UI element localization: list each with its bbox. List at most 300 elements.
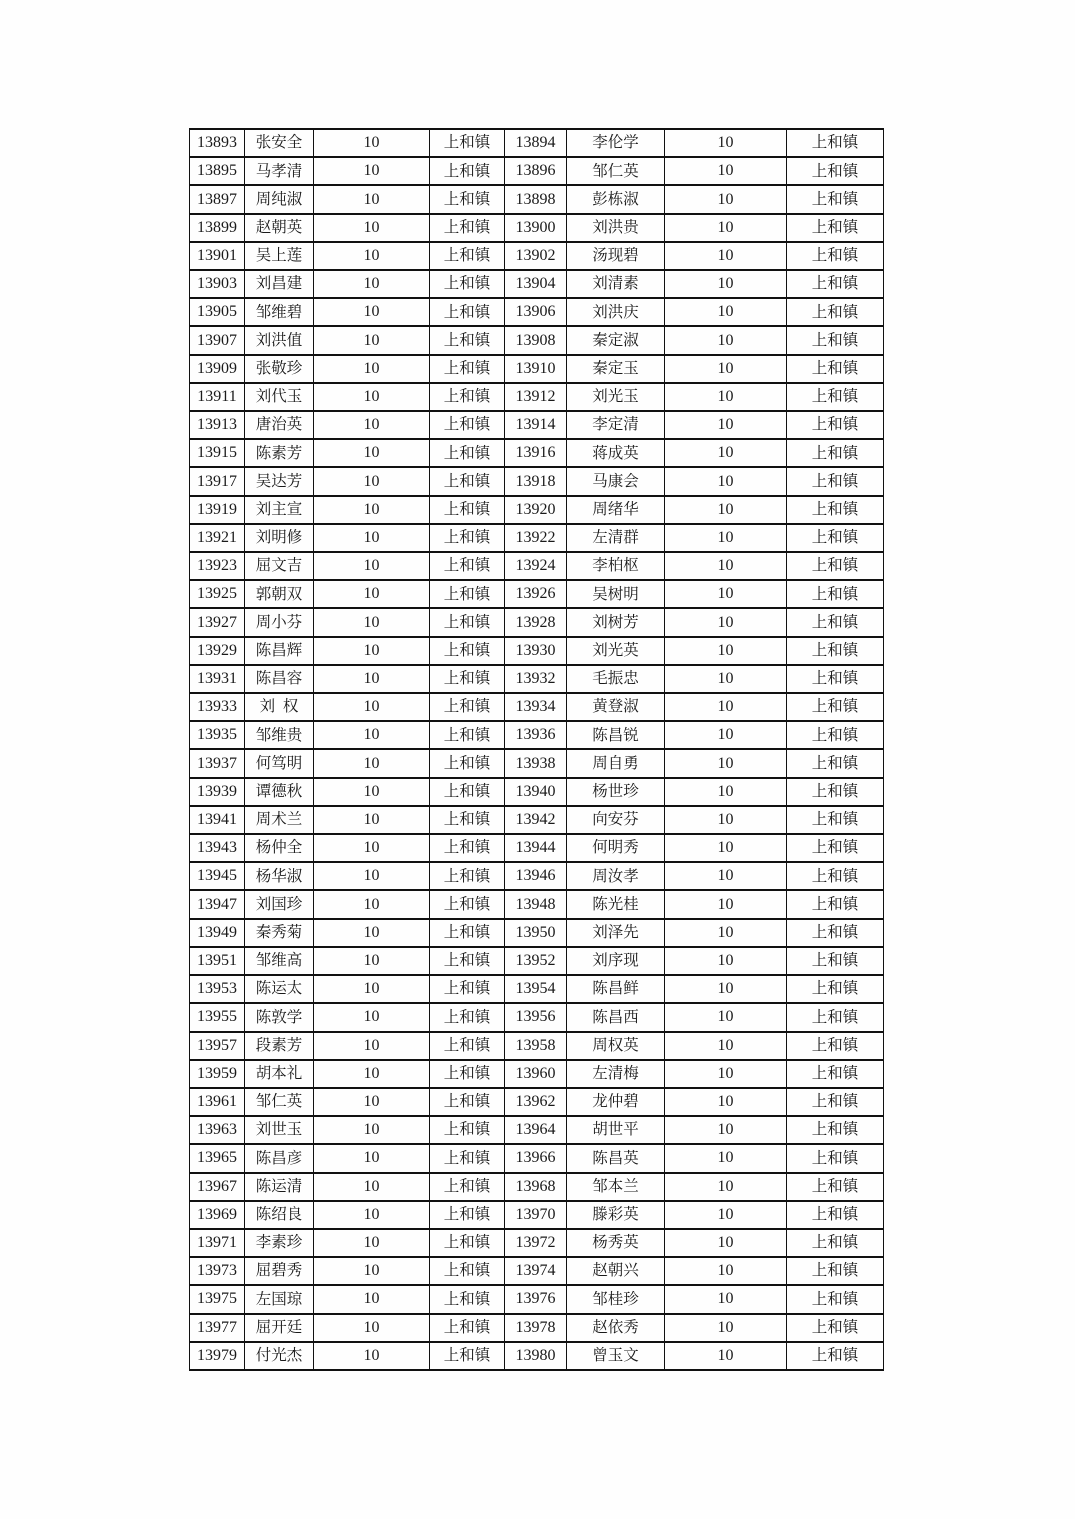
cell-id: 13929 <box>190 637 245 665</box>
cell-value: 10 <box>665 214 787 242</box>
cell-id: 13980 <box>505 1342 567 1370</box>
cell-id: 13958 <box>505 1032 567 1060</box>
cell-name: 周绪华 <box>567 496 665 524</box>
cell-town: 上和镇 <box>787 1144 884 1172</box>
table-row <box>190 919 884 947</box>
cell-name: 秦定玉 <box>567 355 665 383</box>
cell-id: 13964 <box>505 1116 567 1144</box>
table-row <box>190 1201 884 1229</box>
table-row <box>190 947 884 975</box>
cell-town: 上和镇 <box>430 1032 505 1060</box>
table-row <box>190 1144 884 1172</box>
table-row <box>190 242 884 270</box>
cell-id: 13905 <box>190 298 245 326</box>
cell-id: 13932 <box>505 665 567 693</box>
table-row <box>190 326 884 354</box>
cell-name: 陈昌辉 <box>245 637 314 665</box>
cell-value: 10 <box>314 608 430 636</box>
table-row <box>190 1032 884 1060</box>
cell-town: 上和镇 <box>787 1060 884 1088</box>
cell-name: 彭栋淑 <box>567 185 665 213</box>
cell-value: 10 <box>665 383 787 411</box>
cell-name: 汤现碧 <box>567 242 665 270</box>
cell-name: 陈绍良 <box>245 1201 314 1229</box>
cell-town: 上和镇 <box>787 1088 884 1116</box>
cell-value: 10 <box>665 1201 787 1229</box>
cell-id: 13966 <box>505 1144 567 1172</box>
cell-id: 13948 <box>505 890 567 918</box>
cell-value: 10 <box>665 665 787 693</box>
table-row <box>190 1342 884 1370</box>
cell-name: 刘树芳 <box>567 608 665 636</box>
cell-id: 13909 <box>190 355 245 383</box>
cell-id: 13940 <box>505 778 567 806</box>
cell-name: 邹仁英 <box>245 1088 314 1116</box>
cell-name: 付光杰 <box>245 1342 314 1370</box>
cell-name: 马康会 <box>567 467 665 495</box>
cell-name: 吴达芳 <box>245 467 314 495</box>
cell-town: 上和镇 <box>787 439 884 467</box>
cell-value: 10 <box>314 1116 430 1144</box>
cell-id: 13912 <box>505 383 567 411</box>
table-row <box>190 1060 884 1088</box>
cell-town: 上和镇 <box>430 1173 505 1201</box>
cell-town: 上和镇 <box>787 580 884 608</box>
cell-value: 10 <box>314 129 430 157</box>
cell-value: 10 <box>665 552 787 580</box>
roster-body <box>190 129 884 1370</box>
cell-value: 10 <box>665 890 787 918</box>
cell-name: 黄登淑 <box>567 693 665 721</box>
cell-town: 上和镇 <box>430 411 505 439</box>
cell-id: 13953 <box>190 975 245 1003</box>
cell-id: 13978 <box>505 1314 567 1342</box>
cell-town: 上和镇 <box>430 778 505 806</box>
cell-name: 陈昌鲜 <box>567 975 665 1003</box>
cell-value: 10 <box>665 1173 787 1201</box>
cell-town: 上和镇 <box>430 496 505 524</box>
cell-town: 上和镇 <box>430 580 505 608</box>
cell-id: 13934 <box>505 693 567 721</box>
cell-town: 上和镇 <box>430 693 505 721</box>
cell-town: 上和镇 <box>787 298 884 326</box>
cell-town: 上和镇 <box>787 185 884 213</box>
cell-id: 13898 <box>505 185 567 213</box>
cell-id: 13941 <box>190 806 245 834</box>
cell-town: 上和镇 <box>430 298 505 326</box>
cell-value: 10 <box>314 1032 430 1060</box>
cell-value: 10 <box>314 947 430 975</box>
cell-value: 10 <box>665 919 787 947</box>
table-row <box>190 665 884 693</box>
cell-town: 上和镇 <box>787 608 884 636</box>
cell-value: 10 <box>314 552 430 580</box>
cell-town: 上和镇 <box>430 721 505 749</box>
cell-id: 13970 <box>505 1201 567 1229</box>
cell-name: 段素芳 <box>245 1032 314 1060</box>
cell-value: 10 <box>314 524 430 552</box>
cell-value: 10 <box>665 608 787 636</box>
cell-town: 上和镇 <box>430 1088 505 1116</box>
cell-id: 13896 <box>505 157 567 185</box>
cell-name: 陈昌西 <box>567 1003 665 1031</box>
cell-value: 10 <box>665 947 787 975</box>
cell-id: 13959 <box>190 1060 245 1088</box>
cell-name: 赵朝英 <box>245 214 314 242</box>
cell-town: 上和镇 <box>430 552 505 580</box>
cell-town: 上和镇 <box>787 1285 884 1313</box>
cell-town: 上和镇 <box>787 383 884 411</box>
cell-id: 13927 <box>190 608 245 636</box>
cell-name: 曾玉文 <box>567 1342 665 1370</box>
cell-name: 邹维碧 <box>245 298 314 326</box>
cell-town: 上和镇 <box>787 355 884 383</box>
cell-id: 13931 <box>190 665 245 693</box>
cell-name: 屈文吉 <box>245 552 314 580</box>
cell-value: 10 <box>314 214 430 242</box>
cell-name: 龙仲碧 <box>567 1088 665 1116</box>
table-row <box>190 496 884 524</box>
cell-name: 唐治英 <box>245 411 314 439</box>
cell-name: 周权英 <box>567 1032 665 1060</box>
cell-value: 10 <box>665 1229 787 1257</box>
cell-town: 上和镇 <box>787 496 884 524</box>
cell-town: 上和镇 <box>430 185 505 213</box>
cell-id: 13921 <box>190 524 245 552</box>
cell-value: 10 <box>314 975 430 1003</box>
cell-id: 13922 <box>505 524 567 552</box>
cell-name: 邹仁英 <box>567 157 665 185</box>
cell-town: 上和镇 <box>787 467 884 495</box>
cell-value: 10 <box>665 1342 787 1370</box>
cell-town: 上和镇 <box>787 637 884 665</box>
table-row <box>190 214 884 242</box>
cell-value: 10 <box>314 749 430 777</box>
cell-name: 谭德秋 <box>245 778 314 806</box>
cell-value: 10 <box>314 157 430 185</box>
cell-id: 13910 <box>505 355 567 383</box>
cell-id: 13911 <box>190 383 245 411</box>
cell-value: 10 <box>314 411 430 439</box>
cell-town: 上和镇 <box>430 439 505 467</box>
cell-id: 13930 <box>505 637 567 665</box>
cell-name: 蒋成英 <box>567 439 665 467</box>
cell-name: 周小芬 <box>245 608 314 636</box>
cell-id: 13963 <box>190 1116 245 1144</box>
cell-id: 13975 <box>190 1285 245 1313</box>
cell-id: 13979 <box>190 1342 245 1370</box>
cell-value: 10 <box>314 1173 430 1201</box>
cell-value: 10 <box>665 1088 787 1116</box>
cell-id: 13976 <box>505 1285 567 1313</box>
table-row <box>190 524 884 552</box>
cell-town: 上和镇 <box>430 862 505 890</box>
cell-value: 10 <box>665 834 787 862</box>
cell-value: 10 <box>314 270 430 298</box>
cell-town: 上和镇 <box>430 1229 505 1257</box>
table-row <box>190 778 884 806</box>
cell-name: 李素珍 <box>245 1229 314 1257</box>
cell-name: 刘光玉 <box>567 383 665 411</box>
cell-id: 13899 <box>190 214 245 242</box>
cell-id: 13894 <box>505 129 567 157</box>
cell-value: 10 <box>665 467 787 495</box>
cell-name: 赵依秀 <box>567 1314 665 1342</box>
cell-id: 13939 <box>190 778 245 806</box>
roster-table <box>189 128 884 1371</box>
cell-value: 10 <box>314 890 430 918</box>
table-row <box>190 608 884 636</box>
cell-town: 上和镇 <box>787 552 884 580</box>
cell-town: 上和镇 <box>430 129 505 157</box>
cell-town: 上和镇 <box>430 919 505 947</box>
cell-id: 13937 <box>190 749 245 777</box>
cell-name: 李定清 <box>567 411 665 439</box>
cell-name: 刘明修 <box>245 524 314 552</box>
cell-name: 周纯淑 <box>245 185 314 213</box>
cell-name: 陈素芳 <box>245 439 314 467</box>
cell-town: 上和镇 <box>430 890 505 918</box>
cell-town: 上和镇 <box>787 947 884 975</box>
cell-name: 胡本礼 <box>245 1060 314 1088</box>
cell-name: 邹本兰 <box>567 1173 665 1201</box>
cell-name: 秦秀菊 <box>245 919 314 947</box>
table-row <box>190 439 884 467</box>
cell-town: 上和镇 <box>787 270 884 298</box>
cell-id: 13961 <box>190 1088 245 1116</box>
cell-name: 吴树明 <box>567 580 665 608</box>
cell-value: 10 <box>314 778 430 806</box>
cell-value: 10 <box>665 185 787 213</box>
cell-name: 陈昌锐 <box>567 721 665 749</box>
cell-id: 13945 <box>190 862 245 890</box>
cell-id: 13956 <box>505 1003 567 1031</box>
cell-id: 13925 <box>190 580 245 608</box>
cell-value: 10 <box>314 1229 430 1257</box>
cell-value: 10 <box>314 496 430 524</box>
cell-id: 13960 <box>505 1060 567 1088</box>
cell-id: 13928 <box>505 608 567 636</box>
cell-name: 邹维贵 <box>245 721 314 749</box>
cell-town: 上和镇 <box>787 242 884 270</box>
cell-value: 10 <box>314 383 430 411</box>
cell-value: 10 <box>665 580 787 608</box>
cell-name: 杨世珍 <box>567 778 665 806</box>
cell-value: 10 <box>665 1144 787 1172</box>
cell-id: 13916 <box>505 439 567 467</box>
cell-value: 10 <box>314 580 430 608</box>
cell-value: 10 <box>665 693 787 721</box>
cell-value: 10 <box>665 749 787 777</box>
cell-town: 上和镇 <box>430 467 505 495</box>
cell-id: 13903 <box>190 270 245 298</box>
cell-name: 左国琼 <box>245 1285 314 1313</box>
cell-id: 13919 <box>190 496 245 524</box>
cell-value: 10 <box>665 862 787 890</box>
cell-id: 13944 <box>505 834 567 862</box>
cell-town: 上和镇 <box>787 1229 884 1257</box>
cell-value: 10 <box>665 242 787 270</box>
cell-id: 13955 <box>190 1003 245 1031</box>
cell-id: 13901 <box>190 242 245 270</box>
cell-value: 10 <box>665 1116 787 1144</box>
cell-value: 10 <box>665 524 787 552</box>
cell-name: 刘昌建 <box>245 270 314 298</box>
cell-id: 13935 <box>190 721 245 749</box>
cell-id: 13972 <box>505 1229 567 1257</box>
cell-name: 左清梅 <box>567 1060 665 1088</box>
cell-value: 10 <box>314 326 430 354</box>
cell-id: 13952 <box>505 947 567 975</box>
cell-name: 李伦学 <box>567 129 665 157</box>
cell-id: 13954 <box>505 975 567 1003</box>
cell-id: 13907 <box>190 326 245 354</box>
table-row <box>190 383 884 411</box>
cell-town: 上和镇 <box>430 975 505 1003</box>
cell-value: 10 <box>314 1201 430 1229</box>
cell-name: 刘国珍 <box>245 890 314 918</box>
cell-name: 陈昌容 <box>245 665 314 693</box>
cell-id: 13973 <box>190 1257 245 1285</box>
cell-id: 13951 <box>190 947 245 975</box>
cell-value: 10 <box>314 834 430 862</box>
cell-name: 刘洪庆 <box>567 298 665 326</box>
cell-name: 刘洪贵 <box>567 214 665 242</box>
table-row <box>190 298 884 326</box>
cell-value: 10 <box>314 1060 430 1088</box>
cell-id: 13908 <box>505 326 567 354</box>
cell-town: 上和镇 <box>787 326 884 354</box>
cell-name: 陈敦学 <box>245 1003 314 1031</box>
cell-id: 13950 <box>505 919 567 947</box>
cell-town: 上和镇 <box>787 665 884 693</box>
cell-id: 13895 <box>190 157 245 185</box>
cell-town: 上和镇 <box>787 1257 884 1285</box>
cell-town: 上和镇 <box>430 355 505 383</box>
cell-town: 上和镇 <box>430 1342 505 1370</box>
cell-id: 13965 <box>190 1144 245 1172</box>
cell-id: 13897 <box>190 185 245 213</box>
cell-name: 陈昌彦 <box>245 1144 314 1172</box>
cell-town: 上和镇 <box>430 637 505 665</box>
cell-town: 上和镇 <box>430 806 505 834</box>
table-row <box>190 1229 884 1257</box>
table-row <box>190 834 884 862</box>
table-row <box>190 552 884 580</box>
cell-name: 张安全 <box>245 129 314 157</box>
cell-name: 刘泽先 <box>567 919 665 947</box>
cell-name: 秦定淑 <box>567 326 665 354</box>
cell-town: 上和镇 <box>787 806 884 834</box>
cell-value: 10 <box>314 665 430 693</box>
cell-name: 陈运清 <box>245 1173 314 1201</box>
cell-id: 13926 <box>505 580 567 608</box>
cell-id: 13968 <box>505 1173 567 1201</box>
cell-town: 上和镇 <box>430 1285 505 1313</box>
cell-town: 上和镇 <box>787 1032 884 1060</box>
cell-town: 上和镇 <box>430 1144 505 1172</box>
cell-town: 上和镇 <box>430 1201 505 1229</box>
cell-value: 10 <box>665 298 787 326</box>
table-row <box>190 749 884 777</box>
cell-value: 10 <box>665 1003 787 1031</box>
cell-value: 10 <box>314 1342 430 1370</box>
cell-name: 刘代玉 <box>245 383 314 411</box>
table-row <box>190 185 884 213</box>
cell-value: 10 <box>665 129 787 157</box>
cell-name: 陈运太 <box>245 975 314 1003</box>
table-row <box>190 721 884 749</box>
cell-id: 13971 <box>190 1229 245 1257</box>
cell-name: 周自勇 <box>567 749 665 777</box>
cell-town: 上和镇 <box>430 270 505 298</box>
cell-name: 刘序现 <box>567 947 665 975</box>
cell-name: 陈昌英 <box>567 1144 665 1172</box>
cell-name: 何笃明 <box>245 749 314 777</box>
cell-id: 13917 <box>190 467 245 495</box>
cell-town: 上和镇 <box>787 214 884 242</box>
cell-value: 10 <box>314 637 430 665</box>
table-row <box>190 1314 884 1342</box>
cell-id: 13946 <box>505 862 567 890</box>
cell-town: 上和镇 <box>430 157 505 185</box>
cell-value: 10 <box>314 1003 430 1031</box>
cell-name: 屈碧秀 <box>245 1257 314 1285</box>
cell-name: 周术兰 <box>245 806 314 834</box>
cell-town: 上和镇 <box>430 1116 505 1144</box>
cell-town: 上和镇 <box>787 693 884 721</box>
table-row <box>190 1088 884 1116</box>
cell-town: 上和镇 <box>787 157 884 185</box>
cell-value: 10 <box>314 439 430 467</box>
cell-value: 10 <box>314 355 430 383</box>
cell-town: 上和镇 <box>787 721 884 749</box>
cell-town: 上和镇 <box>430 608 505 636</box>
cell-town: 上和镇 <box>430 214 505 242</box>
cell-id: 13957 <box>190 1032 245 1060</box>
cell-id: 13906 <box>505 298 567 326</box>
cell-name: 杨华淑 <box>245 862 314 890</box>
cell-value: 10 <box>314 806 430 834</box>
cell-value: 10 <box>314 1257 430 1285</box>
cell-town: 上和镇 <box>430 524 505 552</box>
cell-name: 郭朝双 <box>245 580 314 608</box>
cell-id: 13915 <box>190 439 245 467</box>
cell-town: 上和镇 <box>787 890 884 918</box>
cell-id: 13914 <box>505 411 567 439</box>
table-row <box>190 975 884 1003</box>
cell-value: 10 <box>314 693 430 721</box>
cell-id: 13967 <box>190 1173 245 1201</box>
cell-town: 上和镇 <box>787 1201 884 1229</box>
cell-name: 吴上莲 <box>245 242 314 270</box>
cell-town: 上和镇 <box>430 1314 505 1342</box>
cell-id: 13924 <box>505 552 567 580</box>
cell-value: 10 <box>665 1060 787 1088</box>
cell-value: 10 <box>665 270 787 298</box>
cell-town: 上和镇 <box>787 524 884 552</box>
cell-value: 10 <box>314 242 430 270</box>
table-row <box>190 890 884 918</box>
cell-town: 上和镇 <box>430 665 505 693</box>
cell-town: 上和镇 <box>787 975 884 1003</box>
cell-value: 10 <box>314 1088 430 1116</box>
table-row <box>190 1173 884 1201</box>
table-row <box>190 157 884 185</box>
cell-id: 13893 <box>190 129 245 157</box>
cell-town: 上和镇 <box>787 862 884 890</box>
cell-town: 上和镇 <box>787 1116 884 1144</box>
